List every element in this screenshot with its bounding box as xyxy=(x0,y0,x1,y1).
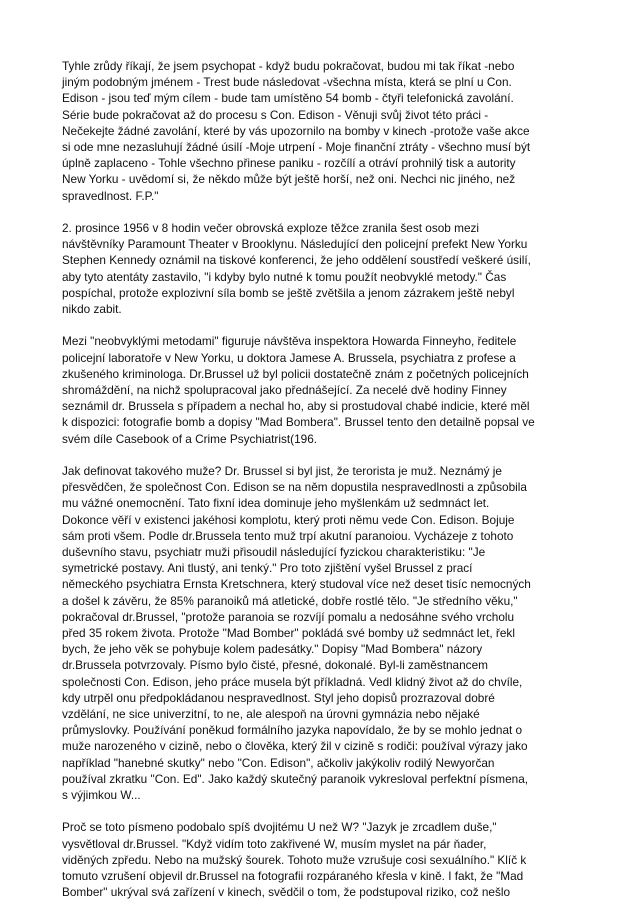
text-line: Bomber" ukrýval svá zařízení v kinech, svědčil o tom, že podstupoval riziko, což nešlo xyxy=(62,885,511,900)
text-line: 2. prosince 1956 v 8 hodin večer obrovská exploze těžce zranila šest osob mezi xyxy=(62,221,480,236)
text-line: k dispozici: fotografie bomb a dopisy "Mad Bombera". Brussel tento den detailně popsal ve xyxy=(62,415,535,430)
text-line: Série bude pokračovat až do procesu s Con. Edison - Věnuji svůj život této práci - xyxy=(62,107,489,122)
text-line: kdy utrpěl onu předpokládanou nespravedlnost. Styl jeho dopisů prozrazoval dobré xyxy=(62,690,495,705)
text-line: muže narozeného v cizině, nebo o člověka, který žil v cizině s rodiči: používal výrazy jako xyxy=(62,739,528,754)
text-line: shromáždění, na nichž spolupracoval jako přednášející. Za necelé dvě hodiny Finney xyxy=(62,383,507,398)
text-line: mu vážné onemocnění. Tato fixní idea dominuje jeho myšlenkám už sedmnáct let. xyxy=(62,496,490,511)
paragraph-3 xyxy=(62,333,582,446)
text-line: Tyhle zrůdy říkají, že jsem psychopat - když budu pokračovat, budou mi tak říkat -nebo xyxy=(62,59,515,73)
text-line: Mezi "neobvyklými metodami" figuruje návštěva inspektora Howarda Finneyho, ředitele xyxy=(62,334,517,349)
text-line: pospíchal, protože explozivní síla bomb se ještě zvětšila a jenom zázrakem ještě nebyl xyxy=(62,285,515,300)
text-line: policejní laboratoře v New Yorku, u doktora Jamese A. Brussela, psychiatra z profese a xyxy=(62,350,516,365)
text-line: nikdo zabit. xyxy=(62,302,122,317)
text-line: seznámil dr. Brussela s případem a nechal ho, aby si prostudoval chabé indicie, které měl xyxy=(62,399,530,414)
paragraph-4 xyxy=(62,463,582,803)
text-line: Proč se toto písmeno podobalo spíš dvojitému U než W? "Jazyk je zrcadlem duše," xyxy=(62,820,497,835)
text-line: německého psychiatra Ernsta Kretschnera, který studoval více než deset tisíc nemocných xyxy=(62,577,531,592)
text-line: zkušeného kriminologa. Dr.Brussel už byl policii dostatečně znám z početných policejních xyxy=(62,366,529,381)
text-line: například "hanebné skutky" nebo "Con. Edison", ačkoliv jakýkoliv rodilý Newyorčan xyxy=(62,755,495,770)
paragraph-2 xyxy=(62,220,582,317)
text-line: Jak definovat takového muže? Dr. Brussel si byl jist, že terorista je muž. Neznámý je xyxy=(62,464,502,479)
text-line: vysvětloval dr.Brussel. "Když vidím toto zakřivené W, musím myslet na pár ňader, xyxy=(62,836,487,851)
text-line: viděných zpředu. Nebo na mužský šourek. Tohoto muže vzrušuje cosi sexuálního." Klíč k xyxy=(62,852,527,867)
text-line: New Yorku - uvědomí si, že někdo může být ještě horší, než oni. Nechci nic jiného, než xyxy=(62,172,516,187)
paragraph-5 xyxy=(62,819,582,900)
text-line: návštěvníky Paramount Theater v Brooklynu. Následující den policejní prefekt New Yorku xyxy=(62,237,528,252)
text-line: průmyslovky. Používání poněkud formálního jazyka napovídalo, že by se mohlo jednat o xyxy=(62,723,523,738)
text-line: společnosti Con. Edison, jeho práce musela být příkladná. Vedl klidný život až do chvíle, xyxy=(62,674,523,689)
text-line: Nečekejte žádné zavolání, které by vás upozornilo na bomby v kinech -protože vaše akce xyxy=(62,123,530,138)
text-line: Dokonce věří v existenci jakéhosi komplotu, který proti němu vede Con. Edison. Bojuje xyxy=(62,512,515,527)
text-line: Stephen Kennedy oznámil na tiskové konferenci, že jeho oddělení soustředí veškeré úsilí, xyxy=(62,253,531,268)
text-line: si ode mne nezasluhují žádné úsilí -Moje utrpení - Moje finanční ztráty - všechno musí být xyxy=(62,140,531,155)
text-line: bych, že jeho věk se pohybuje kolem padesátky." Dopisy "Mad Bombera" názory xyxy=(62,642,483,657)
text-line: před 35 rokem života. Protože "Mad Bomber" pokládá své bomby už sedmnáct let, řekl xyxy=(62,626,515,641)
paragraph-1 xyxy=(62,58,582,204)
text-line: vzdělání, ne sice univerzitní, to ne, ale alespoň na úrovni gymnázia nebo nějaké xyxy=(62,707,480,722)
text-line: duševního stavu, psychiatr muži přisoudil následující fyzickou charakteristiku: "Je xyxy=(62,545,486,560)
text-line: Edison - jsou teď mým cílem - bude tam umístěno 54 bomb - čtyři telefonická zavolání. xyxy=(62,91,514,106)
document-page xyxy=(62,58,582,917)
text-line: pokračoval dr.Brussel, "protože paranoia se rozvíjí pomalu a nedosáhne svého vrcholu xyxy=(62,609,515,624)
text-line: spravedlnost. F.P." xyxy=(62,188,159,203)
text-line: aby tyto atentáty zastavilo, "i kdyby bylo nutné k tomu použít neobvyklé metody." Čas xyxy=(62,269,507,284)
text-line: úplně zaplaceno - Tohle všechno přinese paniku - rozčílí a otráví prohnilý tisk a autority xyxy=(62,156,516,171)
text-line: a došel k závěru, že 85% paranoiků má atletické, dobře rostlé tělo. "Je středního věku," xyxy=(62,593,518,608)
text-line: používal zkratku "Con. Ed". Jako každý skutečný paranoik vykresloval perfektní písmena, xyxy=(62,771,529,786)
text-line: dr.Brussela potvrzovaly. Písmo bylo čisté, přesné, dokonalé. Byl-li zaměstnancem xyxy=(62,658,488,673)
text-line: sám proti všem. Podle dr.Brussela tento muž trpí akutní paranoiou. Vycházeje z tohoto xyxy=(62,528,514,543)
text-line: jiným podobným jménem - Trest bude následovat -všechna místa, která se plní u Con. xyxy=(62,75,512,90)
text-line: s výjimkou W... xyxy=(62,788,141,803)
text-line: symetrické postavy. Ani tlustý, ani tenký." Pro toto zjištění vyšel Brussel z prací xyxy=(62,561,473,576)
text-line: přesvědčen, že společnost Con. Edison se na něm dopustila nespravedlnosti a způsobila xyxy=(62,480,527,495)
text-line: tomuto vzrušení objevil dr.Brussel na fotografii rozpáraného křesla v kině. I fakt, že "Mad xyxy=(62,869,524,884)
text-line: svém díle Casebook of a Crime Psychiatrist(196. xyxy=(62,431,318,446)
